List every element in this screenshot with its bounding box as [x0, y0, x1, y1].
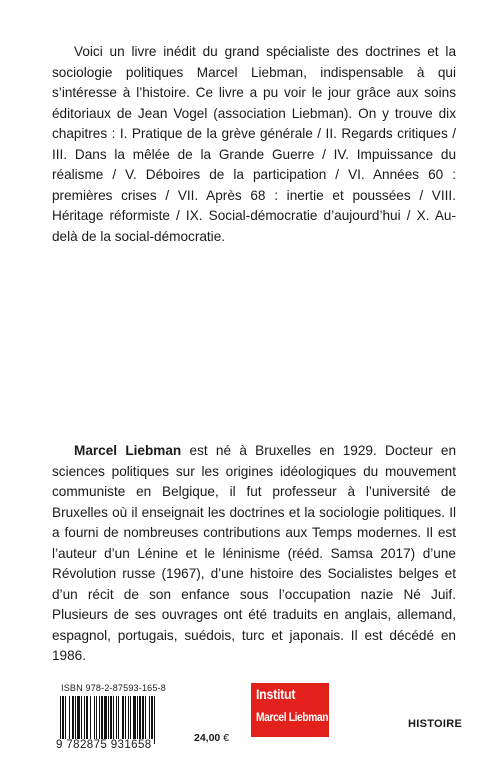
publisher-logo-line1: Institut [256, 687, 296, 702]
author-bio-paragraph [52, 441, 456, 667]
price [194, 732, 229, 744]
price-currency: € [223, 732, 230, 744]
barcode-icon [58, 696, 186, 744]
author-bio-text: est né à Bruxelles en 1929. Docteur en sciences politiques sur les origines idéologiques du mouvement communiste en Belgique, il fut professeur à l’université de Bruxelles où il enseignait les doctrines et la sociologie politiques. Il a fourni de nombreuses contributions aux Temps modernes. Il est l’auteur d’un Lénine et le léninisme (rééd. Samsa 2017) d’une Révolution russe (1967), d’une histoire des Socialistes belges et d’un récit de son enfance sous l’occupation nazie Né Juif. Plusieurs de ses ouvrages ont été traduits en anglais, allemand, espagnol, portugais, suédois, turc et japonais. Il est décédé en 1986. [52, 443, 457, 663]
price-amount: 24,00 [194, 732, 221, 744]
intro-paragraph: Voici un livre inédit du grand spécialiste des doctrines et la sociologie politiques Marcel Liebman, indispensable à qui s’intéresse à l’histoire. Ce livre a pu voir le jour grâce aux soins éditoriaux de Jean Vogel (association Liebman). On y trouve dix chapitres : I. Pratique de la grève générale / II. Regards critiques / III. Dans la mêlée de la Grande Guerre / IV. Impuissance du réalisme / V. Déboires de la participation / VI. Années 60 : premières crises / VII. Après 68 : inertie et poussées / VIII. Héritage réformiste / IX. Social-démocratie d’aujourd’hui / X. Au-delà de la social-démocratie. [52, 44, 456, 244]
isbn-label: ISBN 978-2-87593-165-8 [61, 683, 166, 693]
barcode-digits: 9 782875 931658 [56, 739, 152, 751]
category-label: HISTOIRE [408, 718, 463, 730]
publisher-logo [251, 683, 329, 737]
author-name: Marcel Liebman [74, 443, 182, 458]
publisher-logo-line2: Marcel Liebman [256, 711, 329, 725]
